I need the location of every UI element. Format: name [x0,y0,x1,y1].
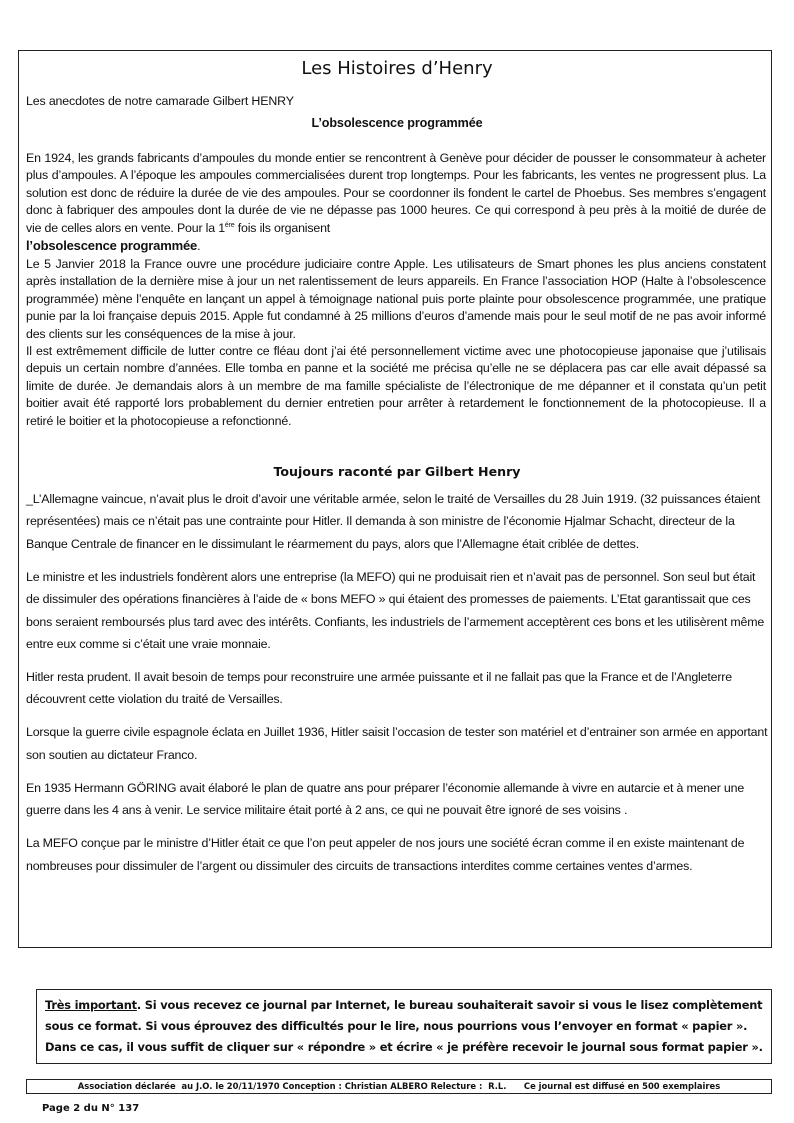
paragraph-3: Il est extrêmement difficile de lutter contre ce fléau dont j’ai été personnellement victime avec une photocopieuse japonaise que j’utilisais depuis un certain nombre d’années. Elle tomba en panne et la société me précisa qu’elle ne se déplacera pas car elle avait dépassé sa limite de durée. Je demandais alors à un membre de ma famille spécialiste de l’électronique de me dépanner et il constata qu’un petit boitier avait été rapporté lors probablement du dernier entretien pour arrêter à retardement le fonctionnement de la photocopieuse. Il a retiré le boitier et la photocopieuse a refonctionné. [26,343,766,428]
article-subtitle: L’obsolescence programmée [311,116,483,130]
credits-footer: Association déclarée au J.O. le 20/11/1970 Conception : Christian ALBERO Relecture : R.L. Ce journal est diffusé en 500 exemplaires [26,1079,772,1094]
section-paragraph: Lorsque la guerre civile espagnole éclata en Juillet 1936, Hitler saisit l’occasion de tester son matériel et d’entrainer son armée en apportant son soutien au dictateur Franco. [26,725,768,762]
section-subtitle: Toujours raconté par Gilbert Henry [273,464,521,479]
intro-line: Les anecdotes de notre camarade Gilbert HENRY [26,94,294,108]
notice-label: Très important [45,998,137,1012]
important-notice [36,989,772,1064]
section-paragraph: Hitler resta prudent. Il avait besoin de temps pour reconstruire une armée puissante et il ne fallait pas que la France et de l’Angleterre découvrent cette violation du traité de Versailles. [26,670,732,707]
section-paragraph: En 1935 Hermann GÖRING avait élaboré le plan de quatre ans pour préparer l’économie allemande à vivre en autarcie et à mener une guerre dans les 4 ans à venir. Le service militaire était porté à 2 ans, ce qui ne pouvait être ignoré de ses voisins . [26,780,745,818]
paragraph-1: En 1924, les grands fabricants d’ampoules du monde entier se rencontrent à Genève pour décider de pousser le consommateur à acheter plus d’ampoules. A l’époque les ampoules commercialisées durent trop longtemps. Pour les fabricants, les ventes ne progressent plus. La solution est donc de réduire la durée de vie des ampoules. Pour se coordonner ils fondent le cartel de Phoebus. Ses membres s’engagent donc à fabriquer des ampoules dont la durée de vie ne dépasse pas 1000 heures. Ce qui correspond à peu près à la moitié de durée de vie de celles alors en vente. Pour la $1^{ére}$ fois ils organisent l’obsolescence programmée. [26,151,766,254]
article-body [26,150,766,430]
section-paragraph: La MEFO conçue par le ministre d’Hitler était ce que l’on peut appeler de nos jours une société écran comme il en existe maintenant de nombreuses pour dissimuler de l’argent ou dissimuler des circuits de transactions interdites comme certaines ventes d’armes. [26,836,745,873]
section-body [26,488,768,888]
paragraph-2: Le 5 Janvier 2018 la France ouvre une procédure judiciaire contre Apple. Les utilisateurs de Smart phones les plus anciens constatent après installation de la dernière mise à jour un net ralentissement de leurs appareils. En France l’association HOP (Halte à l’obsolescence programmée) mène l’enquête en lançant un appel à témoignage national puis porte plainte pour obsolescence programmée, une pratique punie par la loi française depuis 2015. Apple fut condamné à 25 millions d’euros d’amende mais pour le seul motif de ne pas avoir informé des clients sur les conséquences de la mise à jour. [26,256,766,341]
page-title: Les Histoires d’Henry [301,58,493,79]
page-number: Page 2 du N° 137 [42,1103,140,1114]
section-paragraph: _L’Allemagne vaincue, n’avait plus le droit d’avoir une véritable armée, selon le traité de Versailles du 28 Juin 1919. (32 puissances étaient représentées) mais ce n’était pas une contrainte pour Hitler. Il demanda à son ministre de l’économie Hjalmar Schacht, directeur de la Banque Centrale de financer en le dissimulant le réarmement du pays, alors que l’Allemagne était criblée de dettes. [26,492,761,551]
notice-text: . Si vous recevez ce journal par Internet, le bureau souhaiterait savoir si vous le lisez complètement sous ce format. Si vous éprouvez des difficultés pour le lire, nous pourrions vous l’envoyer en format « papier ». Dans ce cas, il vous suffit de cliquer sur « répondre » et écrire « je préfère recevoir le journal sous format papier ». [45,998,763,1054]
section-paragraph: Le ministre et les industriels fondèrent alors une entreprise (la MEFO) qui ne produisait rien et n’avait pas de personnel. Son seul but était de dissimuler des opérations financières à l’aide de « bons MEFO » qui étaient des promesses de paiements. L’Etat garantissait que ces bons seraient remboursés plus tard avec des intérêts. Confiants, les industriels de l’armement acceptèrent ces bons et les utilisèrent même entre eux comme si c’était une vraie monnaie. [26,569,765,652]
